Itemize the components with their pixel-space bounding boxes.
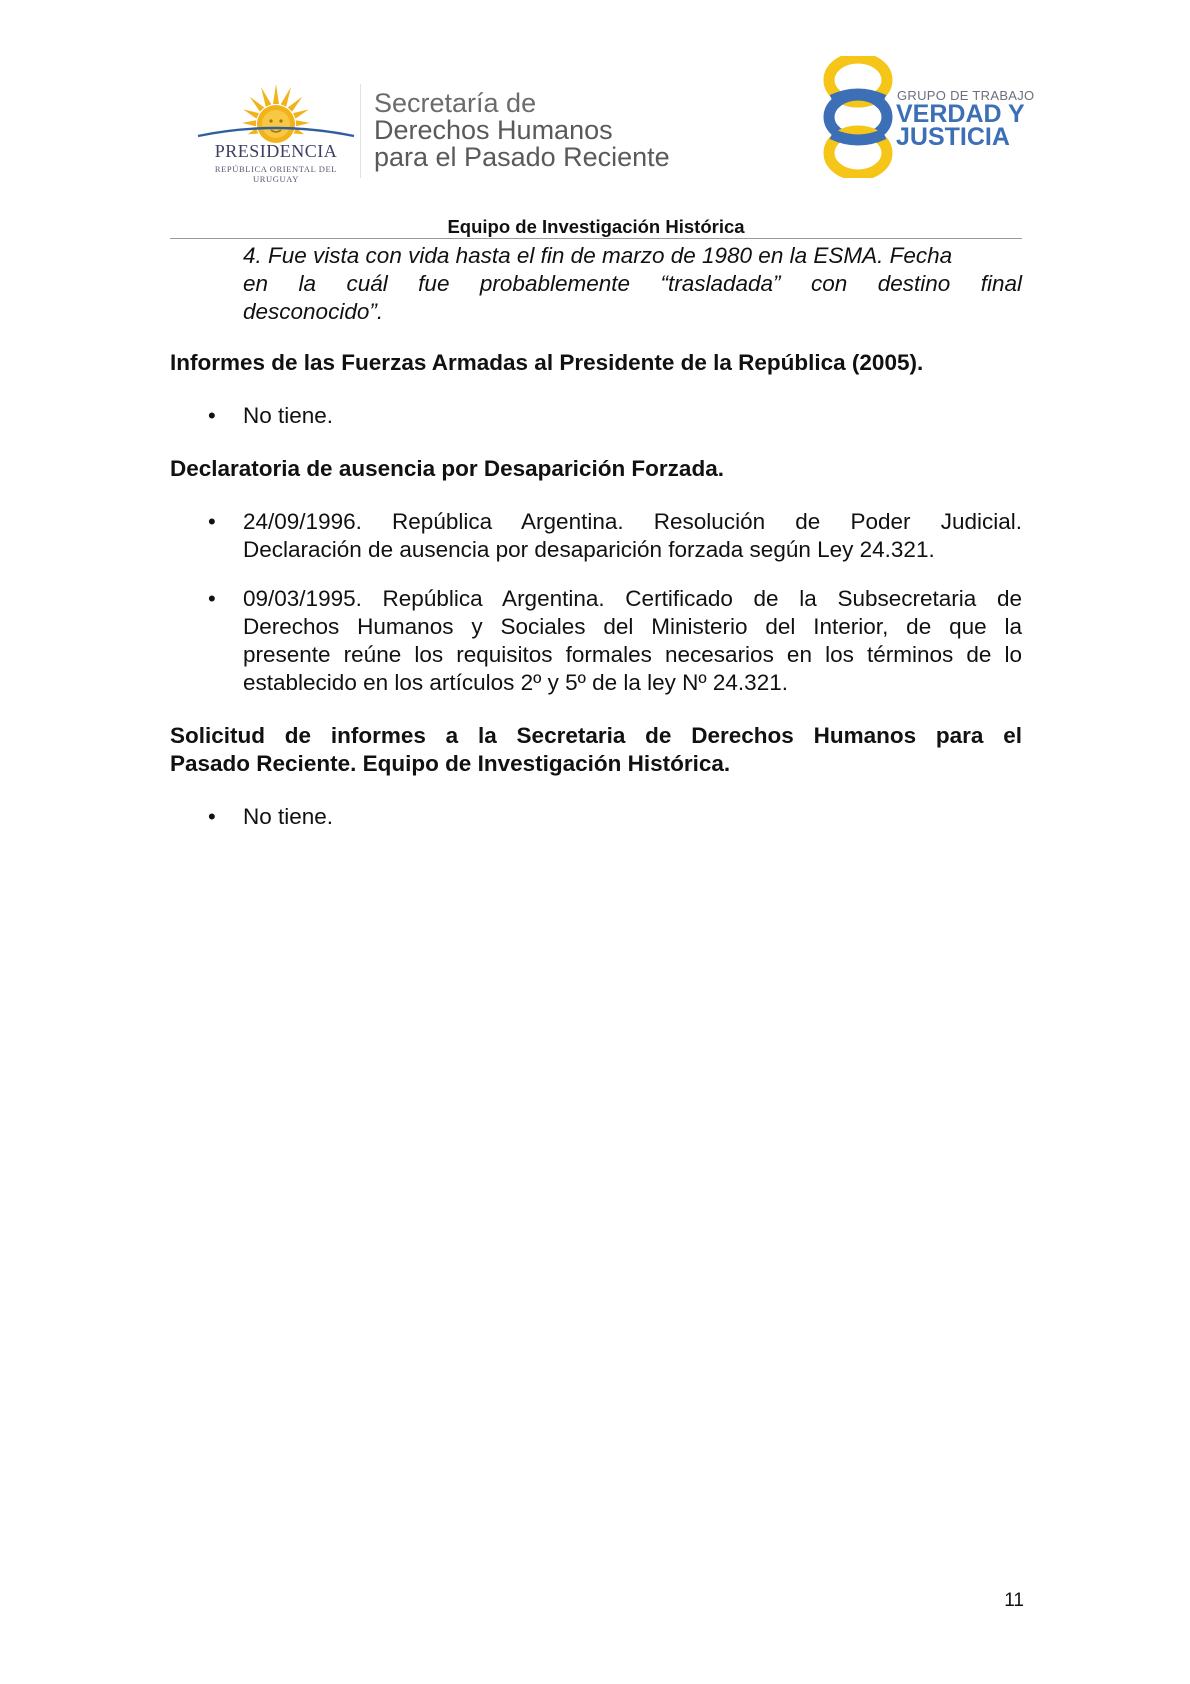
- logo-divider: [360, 84, 361, 178]
- bullet-glyph: •: [208, 403, 216, 428]
- bullet-glyph: •: [208, 586, 216, 611]
- quote-line-1: 4. Fue vista con vida hasta el fin de marzo de 1980 en la ESMA. Fecha: [243, 243, 953, 268]
- verdad-label: VERDAD Y: [896, 100, 1025, 128]
- secretaria-wordmark: [374, 90, 670, 171]
- list-item: No tiene.: [243, 804, 334, 829]
- list-item: No tiene.: [243, 403, 334, 428]
- grupo-de-trabajo-label: GRUPO DE TRABAJO: [897, 88, 1035, 103]
- bullet-glyph: •: [208, 804, 216, 829]
- list-item-line: Declaración de ausencia por desaparición forzada según Ley 24.321.: [243, 537, 935, 562]
- list-item-line: 24/09/1996. República Argentina. Resolución de Poder Judicial.: [243, 509, 1022, 534]
- header-rule: [170, 238, 1022, 239]
- bullet-glyph: •: [208, 509, 216, 534]
- secretaria-line-3: para el Pasado Reciente: [374, 142, 670, 172]
- secretaria-line-2: Derechos Humanos: [374, 115, 613, 145]
- justicia-label: JUSTICIA: [896, 123, 1010, 151]
- page-header-title: Equipo de Investigación Histórica: [447, 216, 745, 237]
- quote-line-3: desconocido”.: [243, 299, 384, 324]
- quote-line-2: en la cuál fue probablemente “trasladada” con destino final: [243, 271, 1022, 296]
- verdad-justicia-chain-logo: [818, 56, 898, 178]
- list-item-line: establecido en los artículos 2º y 5º de la ley Nº 24.321.: [243, 670, 788, 695]
- secretaria-line-1: Secretaría de: [374, 88, 537, 118]
- list-item-line: Derechos Humanos y Sociales del Ministerio del Interior, de que la: [243, 614, 1022, 639]
- list-item-line: 09/03/1995. República Argentina. Certificado de la Subsecretaria de: [243, 586, 1022, 611]
- section-heading-declaratoria: Declaratoria de ausencia por Desaparición Forzada.: [170, 456, 724, 481]
- list-item-line: presente reúne los requisitos formales necesarios en los términos de lo: [243, 642, 1022, 667]
- page-number: 11: [1004, 1590, 1024, 1611]
- presidencia-label: PRESIDENCIA: [214, 141, 338, 161]
- section-heading-solicitud-line-2: Pasado Reciente. Equipo de Investigación Histórica.: [170, 751, 731, 776]
- section-heading-solicitud-line-1: Solicitud de informes a la Secretaria de Derechos Humanos para el: [170, 723, 1022, 748]
- section-heading-fuerzas-armadas: Informes de las Fuerzas Armadas al Presidente de la República (2005).: [170, 350, 924, 375]
- republica-label: REPÚBLICA ORIENTAL DEL URUGUAY: [214, 164, 338, 184]
